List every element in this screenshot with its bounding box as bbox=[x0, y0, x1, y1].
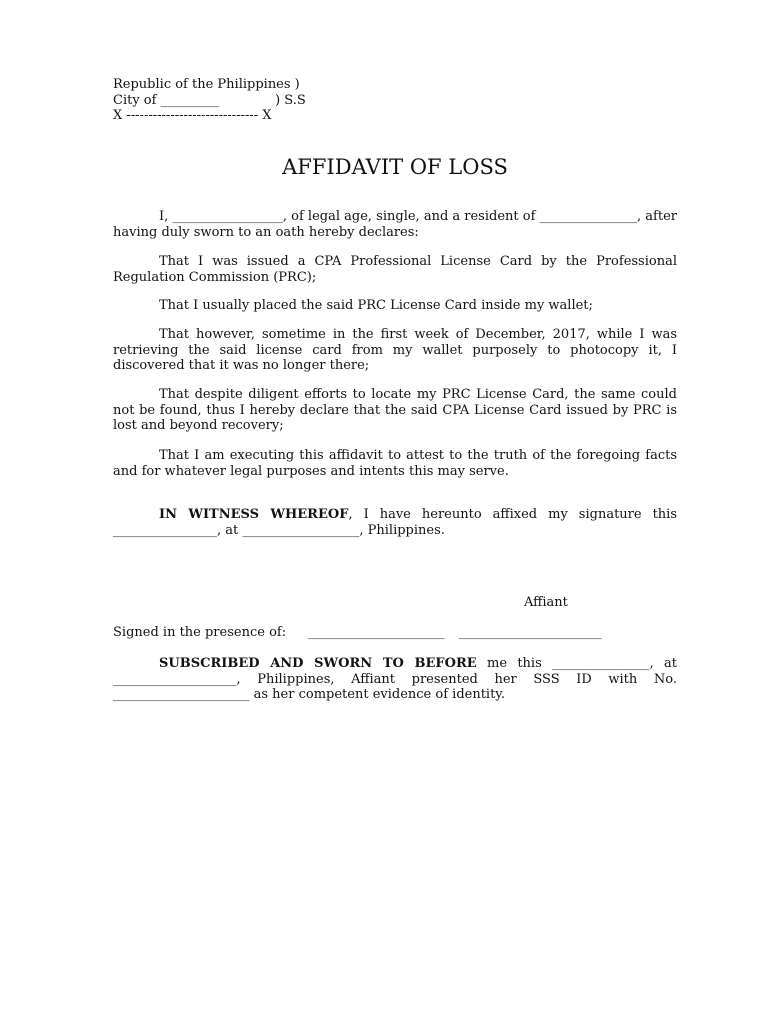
presence-line bbox=[113, 625, 602, 641]
venue-republic: Republic of the Philippines ) bbox=[113, 77, 300, 92]
paragraph-lost bbox=[113, 327, 677, 374]
paragraph-search-text: That despite diligent efforts to locate my PRC License Card, the same could not be found, thus I hereby declare that the said CPA License Card issued by PRC is lost and beyond recovery; bbox=[113, 387, 677, 433]
subscribed-heading: SUBSCRIBED AND SWORN TO BEFORE bbox=[159, 656, 477, 671]
witness-signature-blank-2: ______________________ bbox=[458, 625, 602, 640]
paragraph-witness bbox=[113, 507, 677, 538]
paragraph-search bbox=[113, 387, 677, 434]
witness-heading: IN WITNESS WHEREOF bbox=[159, 507, 349, 522]
paragraph-declarant-text: I, _________________, of legal age, single, and a resident of _______________, after having duly sworn to an oath hereby declares: bbox=[113, 209, 677, 240]
venue-city bbox=[113, 93, 306, 109]
witness-text: , I have hereunto affixed my signature this ________________, at __________________, Philippines. bbox=[113, 507, 677, 538]
paragraph-issued bbox=[113, 254, 677, 285]
paragraph-wallet-text: That I usually placed the said PRC License Card inside my wallet; bbox=[159, 298, 593, 313]
paragraph-declarant bbox=[113, 209, 677, 240]
paragraph-subscribed bbox=[113, 656, 677, 703]
paragraph-wallet bbox=[113, 298, 677, 314]
subscribed-text: me this _______________, at ___________________, Philippines, Affiant presented her SSS ID with No. _____________________ as her competent evidence of identity. bbox=[113, 656, 677, 702]
venue-separator: X ------------------------------ X bbox=[113, 108, 272, 123]
presence-label: Signed in the presence of: bbox=[113, 625, 287, 640]
paragraph-issued-text: That I was issued a CPA Professional License Card by the Professional Regulation Commission (PRC); bbox=[113, 254, 677, 285]
venue-city-prefix: City of _________ bbox=[113, 92, 220, 108]
document-title: AFFIDAVIT OF LOSS bbox=[282, 155, 508, 179]
paragraph-purpose-text: That I am executing this affidavit to attest to the truth of the foregoing facts and for whatever legal purposes and intents this may serve. bbox=[113, 448, 677, 479]
venue-ss: ) S.S bbox=[275, 92, 306, 108]
affiant-label: Affiant bbox=[524, 595, 568, 610]
paragraph-lost-text: That however, sometime in the first week of December, 2017, while I was retrieving the said license card from my wallet purposely to photocopy it, I discovered that it was no longer there; bbox=[113, 327, 677, 373]
witness-signature-blank-1: _____________________ bbox=[308, 625, 445, 640]
paragraph-purpose bbox=[113, 448, 677, 479]
venue-block bbox=[113, 77, 306, 124]
